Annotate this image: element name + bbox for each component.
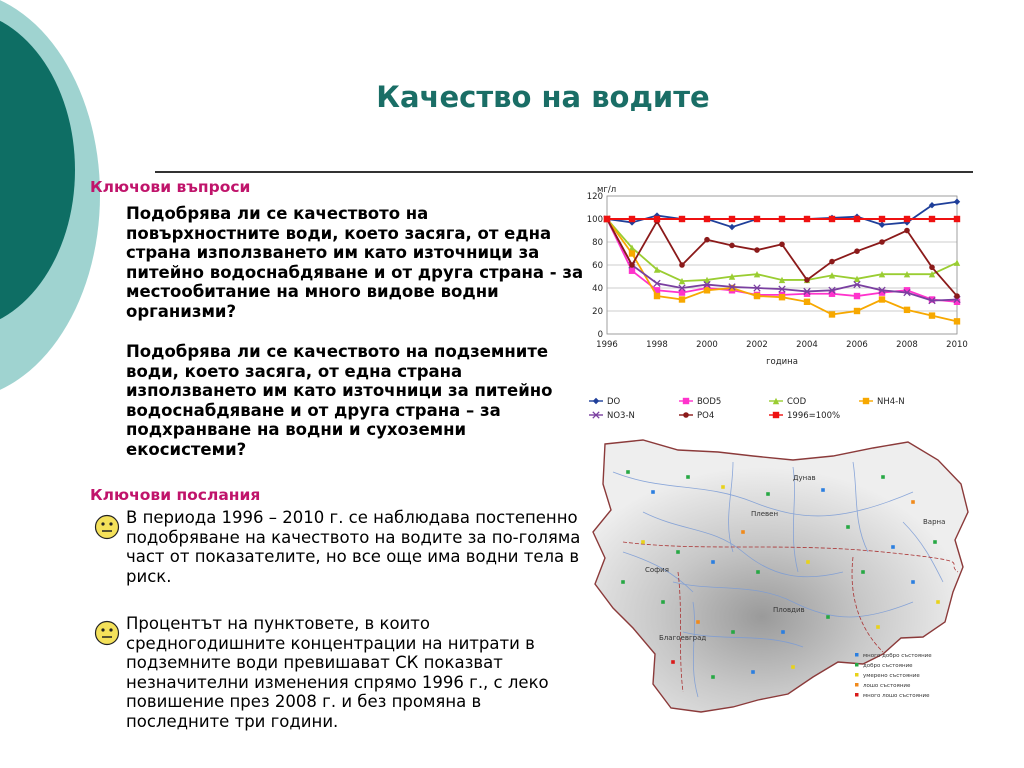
data-point-po4 bbox=[779, 242, 785, 248]
data-point-nh4-n bbox=[854, 308, 860, 314]
x-tick-label: 1996 bbox=[596, 340, 618, 350]
data-point-nh4-n bbox=[954, 318, 960, 324]
data-point-1996-100- bbox=[779, 216, 785, 222]
x-tick-label: 2010 bbox=[946, 340, 968, 350]
data-point-po4 bbox=[729, 243, 735, 249]
legend-marker-bod5 bbox=[683, 398, 689, 404]
bulgaria-water-map bbox=[583, 432, 983, 722]
y-tick-label: 40 bbox=[592, 284, 603, 294]
legend-label-cod: COD bbox=[787, 397, 807, 407]
data-point-1996-100- bbox=[629, 216, 635, 222]
data-point-1996-100- bbox=[829, 216, 835, 222]
data-point-nh4-n bbox=[904, 307, 910, 313]
data-point-po4 bbox=[754, 247, 760, 253]
legend-label-po4: PO4 bbox=[697, 411, 715, 421]
data-point-po4 bbox=[704, 237, 710, 243]
monitoring-point bbox=[806, 560, 810, 564]
monitoring-point bbox=[876, 625, 880, 629]
label-sofia: София bbox=[645, 566, 669, 574]
monitoring-point bbox=[711, 675, 715, 679]
monitoring-point bbox=[731, 630, 735, 634]
data-point-bod5 bbox=[854, 293, 860, 299]
monitoring-point bbox=[846, 525, 850, 529]
monitoring-point bbox=[751, 670, 755, 674]
data-point-po4 bbox=[854, 248, 860, 254]
map-legend-swatch bbox=[855, 653, 859, 657]
slide-title: Качество на водите bbox=[376, 80, 710, 114]
x-tick-label: 2000 bbox=[696, 340, 718, 350]
x-axis-label: година bbox=[766, 357, 798, 367]
data-point-nh4-n bbox=[704, 287, 710, 293]
data-point-po4 bbox=[879, 239, 885, 245]
data-point-1996-100- bbox=[729, 216, 735, 222]
title-divider bbox=[155, 171, 973, 173]
data-point-nh4-n bbox=[829, 311, 835, 317]
label-pleven: Плевен bbox=[751, 510, 779, 518]
legend-label-do: DO bbox=[607, 397, 621, 407]
legend-label-no3-n: NO3-N bbox=[607, 411, 635, 421]
country-outline bbox=[593, 440, 968, 712]
monitoring-point bbox=[861, 570, 865, 574]
data-point-nh4-n bbox=[929, 312, 935, 318]
monitoring-point bbox=[911, 500, 915, 504]
data-point-po4 bbox=[804, 277, 810, 283]
neutral-face-icon bbox=[94, 620, 120, 646]
monitoring-point bbox=[756, 570, 760, 574]
message-surface-quality: В периода 1996 – 2010 г. се наблюдава постепенно подобряване на качеството на водите за по-голяма част от показателите, но все още има водни тела в риск. bbox=[126, 508, 581, 586]
map-legend-label: много лошо състояние bbox=[863, 693, 930, 699]
legend-marker-1996-100- bbox=[773, 412, 779, 418]
water-quality-chart bbox=[583, 183, 973, 428]
monitoring-point bbox=[911, 580, 915, 584]
data-point-1996-100- bbox=[929, 216, 935, 222]
monitoring-point bbox=[791, 665, 795, 669]
chart-canvas bbox=[583, 183, 973, 428]
legend-label-nh4-n: NH4-N bbox=[877, 397, 905, 407]
y-axis-label: мг/л bbox=[597, 185, 617, 195]
data-point-1996-100- bbox=[879, 216, 885, 222]
monitoring-point bbox=[821, 488, 825, 492]
monitoring-point bbox=[891, 545, 895, 549]
x-tick-label: 2006 bbox=[846, 340, 868, 350]
y-tick-label: 0 bbox=[597, 330, 603, 340]
monitoring-point bbox=[651, 490, 655, 494]
legend-label-1996-100-: 1996=100% bbox=[787, 411, 841, 421]
map-legend-swatch bbox=[855, 663, 859, 667]
question-groundwater: Подобрява ли се качеството на подземните води, което засяга, от една страна използването им като източници за питейно водоснабдяване и от друга страна – за подхранване на водни и сухоземни екосистеми? bbox=[126, 342, 553, 459]
monitoring-point bbox=[686, 475, 690, 479]
monitoring-point bbox=[626, 470, 630, 474]
map-legend-swatch bbox=[855, 693, 859, 697]
map-legend-swatch bbox=[855, 683, 859, 687]
y-tick-label: 20 bbox=[592, 307, 603, 317]
map-legend-swatch bbox=[855, 673, 859, 677]
data-point-po4 bbox=[679, 262, 685, 268]
data-point-1996-100- bbox=[954, 216, 960, 222]
x-tick-label: 2004 bbox=[796, 340, 818, 350]
label-blagoevgrad: Благоевград bbox=[659, 634, 707, 642]
neutral-face-icon bbox=[94, 514, 120, 540]
data-point-nh4-n bbox=[679, 296, 685, 302]
legend-marker-nh4-n bbox=[863, 398, 869, 404]
map-legend-label: умерено състояние bbox=[863, 673, 920, 679]
data-point-1996-100- bbox=[754, 216, 760, 222]
data-point-po4 bbox=[829, 259, 835, 265]
y-tick-label: 60 bbox=[592, 261, 603, 271]
x-tick-label: 2008 bbox=[896, 340, 918, 350]
monitoring-point bbox=[671, 660, 675, 664]
map-canvas bbox=[583, 432, 983, 722]
monitoring-point bbox=[721, 485, 725, 489]
monitoring-point bbox=[676, 550, 680, 554]
data-point-1996-100- bbox=[654, 216, 660, 222]
question-surface-water: Подобрява ли се качеството на повърхностните води, което засяга, от една страна използването им като източници за питейно водоснабдяване и от друга страна - за местообитание на много видове водни организми? bbox=[126, 204, 584, 321]
monitoring-point bbox=[766, 492, 770, 496]
monitoring-point bbox=[881, 475, 885, 479]
data-point-po4 bbox=[929, 265, 935, 271]
monitoring-point bbox=[933, 540, 937, 544]
data-point-nh4-n bbox=[654, 293, 660, 299]
data-point-1996-100- bbox=[704, 216, 710, 222]
monitoring-point bbox=[781, 630, 785, 634]
y-tick-label: 100 bbox=[586, 215, 603, 225]
data-point-1996-100- bbox=[804, 216, 810, 222]
monitoring-point bbox=[696, 620, 700, 624]
data-point-bod5 bbox=[629, 268, 635, 274]
key-questions-heading: Ключови въпроси bbox=[90, 178, 251, 196]
legend-label-bod5: BOD5 bbox=[697, 397, 722, 407]
data-point-nh4-n bbox=[879, 296, 885, 302]
data-point-nh4-n bbox=[629, 250, 635, 256]
message-nitrates: Процентът на пунктовете, в които средногодишните концентрации на нитрати в подземните води превишават СК показват незначителни изменения спрямо 1996 г., с леко повишение през 2008 г. и без промяна в последните три години. bbox=[126, 614, 549, 731]
data-point-1996-100- bbox=[854, 216, 860, 222]
data-point-nh4-n bbox=[779, 294, 785, 300]
map-legend-label: много добро състояние bbox=[863, 653, 932, 659]
data-point-nh4-n bbox=[804, 299, 810, 305]
monitoring-point bbox=[621, 580, 625, 584]
data-point-1996-100- bbox=[604, 216, 610, 222]
legend-marker-po4 bbox=[683, 412, 689, 418]
monitoring-point bbox=[826, 615, 830, 619]
data-point-bod5 bbox=[829, 291, 835, 297]
map-legend-label: добро състояние bbox=[863, 663, 913, 669]
data-point-po4 bbox=[904, 228, 910, 234]
x-tick-label: 2002 bbox=[746, 340, 768, 350]
data-point-nh4-n bbox=[754, 293, 760, 299]
y-tick-label: 80 bbox=[592, 238, 603, 248]
monitoring-point bbox=[711, 560, 715, 564]
monitoring-point bbox=[661, 600, 665, 604]
map-legend-label: лошо състояние bbox=[863, 683, 911, 689]
monitoring-point bbox=[641, 540, 645, 544]
data-point-1996-100- bbox=[904, 216, 910, 222]
label-plovdiv: Пловдив bbox=[773, 606, 805, 614]
data-point-po4 bbox=[629, 262, 635, 268]
monitoring-point bbox=[741, 530, 745, 534]
monitoring-point bbox=[936, 600, 940, 604]
data-point-po4 bbox=[954, 293, 960, 299]
label-danube: Дунав bbox=[793, 474, 816, 482]
key-messages-heading: Ключови послания bbox=[90, 486, 261, 504]
label-varna: Варна bbox=[923, 518, 946, 526]
data-point-1996-100- bbox=[679, 216, 685, 222]
legend-marker-do bbox=[593, 398, 599, 404]
y-tick-label: 120 bbox=[586, 192, 603, 202]
x-tick-label: 1998 bbox=[646, 340, 668, 350]
